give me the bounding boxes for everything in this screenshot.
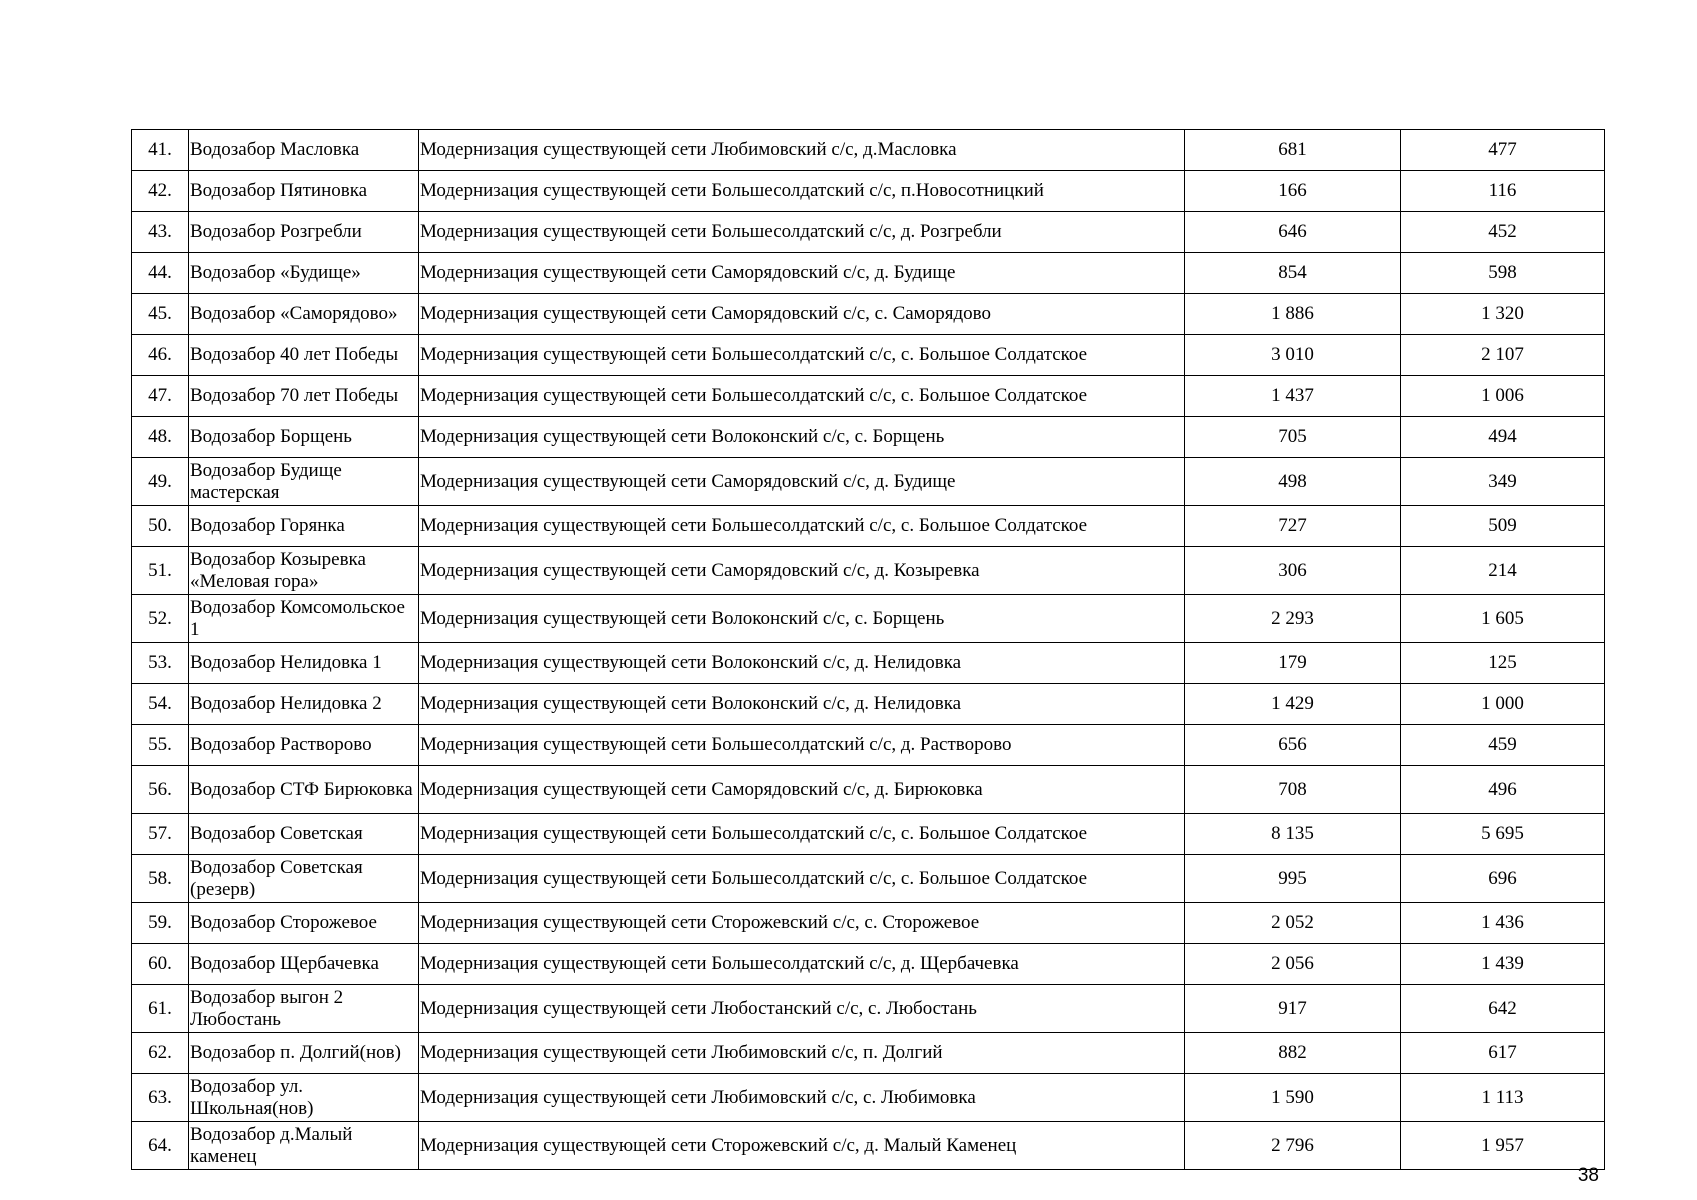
- table-row: [132, 766, 1605, 814]
- value-2-cell: 696: [1401, 855, 1605, 903]
- modernization-description-cell: Модернизация существующей сети Волоконский с/с, д. Нелидовка: [419, 684, 1185, 725]
- water-intake-name-cell: Водозабор Розгребли: [189, 212, 419, 253]
- value-1-cell: 708: [1185, 766, 1401, 814]
- water-intake-name-cell: Водозабор Советская (резерв): [189, 855, 419, 903]
- water-intake-name-cell: Водозабор Комсомольское 1: [189, 595, 419, 643]
- value-1-cell: 995: [1185, 855, 1401, 903]
- water-intake-name-cell: Водозабор Борщень: [189, 417, 419, 458]
- modernization-description-cell: Модернизация существующей сети Любимовский с/с, с. Любимовка: [419, 1074, 1185, 1122]
- table-row: [132, 814, 1605, 855]
- table-body: [132, 130, 1605, 1170]
- water-intake-name-cell: Водозабор Пятиновка: [189, 171, 419, 212]
- table-row: [132, 294, 1605, 335]
- modernization-description-cell: Модернизация существующей сети Большесолдатский с/с, с. Большое Солдатское: [419, 506, 1185, 547]
- value-1-cell: 917: [1185, 985, 1401, 1033]
- modernization-description-cell: Модернизация существующей сети Саморядовский с/с, д. Козыревка: [419, 547, 1185, 595]
- value-2-cell: 452: [1401, 212, 1605, 253]
- water-intake-name-cell: Водозабор д.Малый каменец: [189, 1122, 419, 1170]
- table-row: [132, 171, 1605, 212]
- row-number-cell: 50.: [132, 506, 189, 547]
- value-2-cell: 1 957: [1401, 1122, 1605, 1170]
- value-1-cell: 498: [1185, 458, 1401, 506]
- row-number-cell: 61.: [132, 985, 189, 1033]
- value-1-cell: 3 010: [1185, 335, 1401, 376]
- row-number-cell: 49.: [132, 458, 189, 506]
- modernization-description-cell: Модернизация существующей сети Саморядовский с/с, д. Будище: [419, 253, 1185, 294]
- value-2-cell: 1 113: [1401, 1074, 1605, 1122]
- value-1-cell: 8 135: [1185, 814, 1401, 855]
- row-number-cell: 59.: [132, 903, 189, 944]
- water-intake-name-cell: Водозабор п. Долгий(нов): [189, 1033, 419, 1074]
- value-1-cell: 705: [1185, 417, 1401, 458]
- row-number-cell: 42.: [132, 171, 189, 212]
- table-row: [132, 130, 1605, 171]
- value-1-cell: 306: [1185, 547, 1401, 595]
- water-intake-name-cell: Водозабор Растворово: [189, 725, 419, 766]
- value-2-cell: 494: [1401, 417, 1605, 458]
- row-number-cell: 48.: [132, 417, 189, 458]
- row-number-cell: 57.: [132, 814, 189, 855]
- table-row: [132, 855, 1605, 903]
- water-intake-name-cell: Водозабор Козыревка «Меловая гора»: [189, 547, 419, 595]
- value-1-cell: 681: [1185, 130, 1401, 171]
- value-2-cell: 1 605: [1401, 595, 1605, 643]
- value-2-cell: 598: [1401, 253, 1605, 294]
- value-1-cell: 179: [1185, 643, 1401, 684]
- value-1-cell: 2 796: [1185, 1122, 1401, 1170]
- value-1-cell: 2 052: [1185, 903, 1401, 944]
- value-2-cell: 2 107: [1401, 335, 1605, 376]
- table-row: [132, 643, 1605, 684]
- value-2-cell: 1 439: [1401, 944, 1605, 985]
- table-row: [132, 725, 1605, 766]
- value-2-cell: 1 006: [1401, 376, 1605, 417]
- row-number-cell: 60.: [132, 944, 189, 985]
- value-2-cell: 642: [1401, 985, 1605, 1033]
- table-row: [132, 944, 1605, 985]
- row-number-cell: 47.: [132, 376, 189, 417]
- water-intake-name-cell: Водозабор Будище мастерская: [189, 458, 419, 506]
- value-1-cell: 854: [1185, 253, 1401, 294]
- modernization-description-cell: Модернизация существующей сети Сторожевский с/с, д. Малый Каменец: [419, 1122, 1185, 1170]
- row-number-cell: 52.: [132, 595, 189, 643]
- modernization-description-cell: Модернизация существующей сети Большесолдатский с/с, п.Новосотницкий: [419, 171, 1185, 212]
- row-number-cell: 46.: [132, 335, 189, 376]
- value-1-cell: 1 886: [1185, 294, 1401, 335]
- value-2-cell: 125: [1401, 643, 1605, 684]
- value-2-cell: 459: [1401, 725, 1605, 766]
- row-number-cell: 64.: [132, 1122, 189, 1170]
- value-2-cell: 349: [1401, 458, 1605, 506]
- water-intake-name-cell: Водозабор ул. Школьная(нов): [189, 1074, 419, 1122]
- table-row: [132, 547, 1605, 595]
- value-2-cell: 5 695: [1401, 814, 1605, 855]
- value-2-cell: 1 320: [1401, 294, 1605, 335]
- value-1-cell: 2 056: [1185, 944, 1401, 985]
- row-number-cell: 51.: [132, 547, 189, 595]
- value-2-cell: 496: [1401, 766, 1605, 814]
- table-row: [132, 376, 1605, 417]
- row-number-cell: 62.: [132, 1033, 189, 1074]
- row-number-cell: 53.: [132, 643, 189, 684]
- table-row: [132, 335, 1605, 376]
- water-intake-name-cell: Водозабор Сторожевое: [189, 903, 419, 944]
- modernization-description-cell: Модернизация существующей сети Большесолдатский с/с, д. Розгребли: [419, 212, 1185, 253]
- value-1-cell: 656: [1185, 725, 1401, 766]
- modernization-description-cell: Модернизация существующей сети Любимовский с/с, д.Масловка: [419, 130, 1185, 171]
- table-row: [132, 985, 1605, 1033]
- table-row: [132, 1122, 1605, 1170]
- value-1-cell: 2 293: [1185, 595, 1401, 643]
- water-intake-name-cell: Водозабор «Саморядово»: [189, 294, 419, 335]
- value-1-cell: 727: [1185, 506, 1401, 547]
- value-1-cell: 166: [1185, 171, 1401, 212]
- table-row: [132, 212, 1605, 253]
- row-number-cell: 45.: [132, 294, 189, 335]
- water-intake-name-cell: Водозабор 40 лет Победы: [189, 335, 419, 376]
- water-intake-name-cell: Водозабор СТФ Бирюковка: [189, 766, 419, 814]
- value-2-cell: 1 436: [1401, 903, 1605, 944]
- water-intake-name-cell: Водозабор Масловка: [189, 130, 419, 171]
- value-2-cell: 509: [1401, 506, 1605, 547]
- modernization-description-cell: Модернизация существующей сети Сторожевский с/с, с. Сторожевое: [419, 903, 1185, 944]
- water-intake-name-cell: Водозабор выгон 2 Любостань: [189, 985, 419, 1033]
- value-2-cell: 214: [1401, 547, 1605, 595]
- value-1-cell: 646: [1185, 212, 1401, 253]
- row-number-cell: 43.: [132, 212, 189, 253]
- table-row: [132, 458, 1605, 506]
- modernization-description-cell: Модернизация существующей сети Большесолдатский с/с, с. Большое Солдатское: [419, 335, 1185, 376]
- modernization-description-cell: Модернизация существующей сети Любостанский с/с, с. Любостань: [419, 985, 1185, 1033]
- water-intake-name-cell: Водозабор Советская: [189, 814, 419, 855]
- value-1-cell: 1 590: [1185, 1074, 1401, 1122]
- modernization-description-cell: Модернизация существующей сети Большесолдатский с/с, д. Растворово: [419, 725, 1185, 766]
- water-intake-name-cell: Водозабор Нелидовка 2: [189, 684, 419, 725]
- modernization-description-cell: Модернизация существующей сети Волоконский с/с, с. Борщень: [419, 595, 1185, 643]
- value-2-cell: 1 000: [1401, 684, 1605, 725]
- modernization-description-cell: Модернизация существующей сети Большесолдатский с/с, с. Большое Солдатское: [419, 855, 1185, 903]
- table-row: [132, 253, 1605, 294]
- row-number-cell: 56.: [132, 766, 189, 814]
- row-number-cell: 58.: [132, 855, 189, 903]
- modernization-description-cell: Модернизация существующей сети Большесолдатский с/с, с. Большое Солдатское: [419, 376, 1185, 417]
- value-2-cell: 477: [1401, 130, 1605, 171]
- table-row: [132, 595, 1605, 643]
- table-row: [132, 684, 1605, 725]
- row-number-cell: 54.: [132, 684, 189, 725]
- modernization-description-cell: Модернизация существующей сети Большесолдатский с/с, с. Большое Солдатское: [419, 814, 1185, 855]
- modernization-description-cell: Модернизация существующей сети Саморядовский с/с, с. Саморядово: [419, 294, 1185, 335]
- value-2-cell: 617: [1401, 1033, 1605, 1074]
- water-intake-name-cell: Водозабор «Будище»: [189, 253, 419, 294]
- row-number-cell: 55.: [132, 725, 189, 766]
- row-number-cell: 41.: [132, 130, 189, 171]
- modernization-description-cell: Модернизация существующей сети Волоконский с/с, д. Нелидовка: [419, 643, 1185, 684]
- water-intake-name-cell: Водозабор 70 лет Победы: [189, 376, 419, 417]
- modernization-description-cell: Модернизация существующей сети Саморядовский с/с, д. Бирюковка: [419, 766, 1185, 814]
- table-row: [132, 1033, 1605, 1074]
- water-intake-name-cell: Водозабор Нелидовка 1: [189, 643, 419, 684]
- page-number: 38: [1577, 1165, 1599, 1186]
- table-row: [132, 1074, 1605, 1122]
- modernization-description-cell: Модернизация существующей сети Саморядовский с/с, д. Будище: [419, 458, 1185, 506]
- table-row: [132, 417, 1605, 458]
- modernization-description-cell: Модернизация существующей сети Любимовский с/с, п. Долгий: [419, 1033, 1185, 1074]
- value-1-cell: 882: [1185, 1033, 1401, 1074]
- water-intake-name-cell: Водозабор Щербачевка: [189, 944, 419, 985]
- modernization-description-cell: Модернизация существующей сети Волоконский с/с, с. Борщень: [419, 417, 1185, 458]
- table-row: [132, 506, 1605, 547]
- water-intake-name-cell: Водозабор Горянка: [189, 506, 419, 547]
- data-table: [131, 129, 1605, 1170]
- value-2-cell: 116: [1401, 171, 1605, 212]
- row-number-cell: 44.: [132, 253, 189, 294]
- table-row: [132, 903, 1605, 944]
- modernization-description-cell: Модернизация существующей сети Большесолдатский с/с, д. Щербачевка: [419, 944, 1185, 985]
- value-1-cell: 1 429: [1185, 684, 1401, 725]
- row-number-cell: 63.: [132, 1074, 189, 1122]
- value-1-cell: 1 437: [1185, 376, 1401, 417]
